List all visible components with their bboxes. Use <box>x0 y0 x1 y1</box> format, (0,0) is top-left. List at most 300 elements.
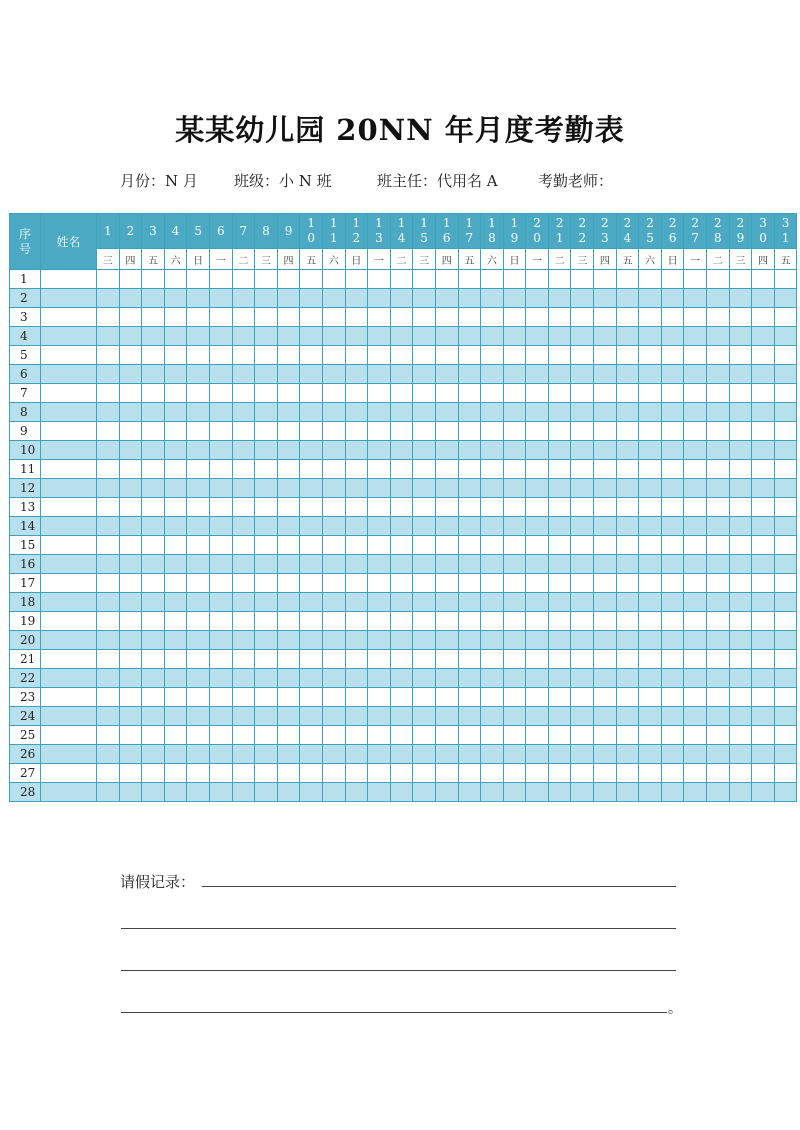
attendance-cell[interactable] <box>209 631 232 650</box>
attendance-cell[interactable] <box>481 441 504 460</box>
attendance-cell[interactable] <box>639 460 662 479</box>
attendance-cell[interactable] <box>164 460 187 479</box>
attendance-cell[interactable] <box>187 764 210 783</box>
attendance-cell[interactable] <box>209 498 232 517</box>
attendance-cell[interactable] <box>503 669 526 688</box>
attendance-cell[interactable] <box>639 707 662 726</box>
attendance-cell[interactable] <box>255 346 278 365</box>
attendance-cell[interactable] <box>390 764 413 783</box>
attendance-cell[interactable] <box>232 289 255 308</box>
attendance-cell[interactable] <box>639 270 662 289</box>
attendance-cell[interactable] <box>345 631 368 650</box>
attendance-cell[interactable] <box>661 479 684 498</box>
attendance-cell[interactable] <box>684 270 707 289</box>
attendance-cell[interactable] <box>345 498 368 517</box>
attendance-cell[interactable] <box>413 441 436 460</box>
attendance-cell[interactable] <box>97 403 120 422</box>
attendance-cell[interactable] <box>368 327 391 346</box>
attendance-cell[interactable] <box>300 783 323 802</box>
attendance-cell[interactable] <box>707 612 730 631</box>
attendance-cell[interactable] <box>390 346 413 365</box>
attendance-cell[interactable] <box>97 327 120 346</box>
attendance-cell[interactable] <box>232 745 255 764</box>
attendance-cell[interactable] <box>752 574 775 593</box>
attendance-cell[interactable] <box>503 745 526 764</box>
attendance-cell[interactable] <box>526 593 549 612</box>
attendance-cell[interactable] <box>232 327 255 346</box>
attendance-cell[interactable] <box>300 536 323 555</box>
attendance-cell[interactable] <box>187 289 210 308</box>
attendance-cell[interactable] <box>774 498 797 517</box>
attendance-cell[interactable] <box>232 422 255 441</box>
attendance-cell[interactable] <box>322 536 345 555</box>
attendance-cell[interactable] <box>322 783 345 802</box>
attendance-cell[interactable] <box>345 308 368 327</box>
attendance-cell[interactable] <box>119 783 142 802</box>
attendance-cell[interactable] <box>684 422 707 441</box>
attendance-cell[interactable] <box>752 479 775 498</box>
attendance-cell[interactable] <box>368 650 391 669</box>
attendance-cell[interactable] <box>458 536 481 555</box>
attendance-cell[interactable] <box>345 422 368 441</box>
attendance-cell[interactable] <box>729 479 752 498</box>
attendance-cell[interactable] <box>571 498 594 517</box>
attendance-cell[interactable] <box>232 308 255 327</box>
attendance-cell[interactable] <box>458 612 481 631</box>
attendance-cell[interactable] <box>390 612 413 631</box>
attendance-cell[interactable] <box>684 460 707 479</box>
attendance-cell[interactable] <box>300 726 323 745</box>
attendance-cell[interactable] <box>774 289 797 308</box>
attendance-cell[interactable] <box>368 574 391 593</box>
attendance-cell[interactable] <box>187 517 210 536</box>
attendance-cell[interactable] <box>164 707 187 726</box>
attendance-cell[interactable] <box>232 441 255 460</box>
attendance-cell[interactable] <box>97 574 120 593</box>
attendance-cell[interactable] <box>774 536 797 555</box>
attendance-cell[interactable] <box>142 365 165 384</box>
attendance-cell[interactable] <box>300 593 323 612</box>
attendance-cell[interactable] <box>142 612 165 631</box>
attendance-cell[interactable] <box>413 270 436 289</box>
attendance-cell[interactable] <box>526 517 549 536</box>
student-name-cell[interactable] <box>41 270 97 289</box>
attendance-cell[interactable] <box>661 783 684 802</box>
attendance-cell[interactable] <box>526 384 549 403</box>
attendance-cell[interactable] <box>187 441 210 460</box>
attendance-cell[interactable] <box>255 612 278 631</box>
attendance-cell[interactable] <box>774 783 797 802</box>
attendance-cell[interactable] <box>548 555 571 574</box>
attendance-cell[interactable] <box>458 441 481 460</box>
attendance-cell[interactable] <box>481 365 504 384</box>
attendance-cell[interactable] <box>526 764 549 783</box>
attendance-cell[interactable] <box>707 270 730 289</box>
attendance-cell[interactable] <box>345 365 368 384</box>
attendance-cell[interactable] <box>277 764 300 783</box>
attendance-cell[interactable] <box>481 422 504 441</box>
attendance-cell[interactable] <box>729 460 752 479</box>
attendance-cell[interactable] <box>368 555 391 574</box>
attendance-cell[interactable] <box>661 365 684 384</box>
attendance-cell[interactable] <box>548 498 571 517</box>
attendance-cell[interactable] <box>322 327 345 346</box>
attendance-cell[interactable] <box>526 441 549 460</box>
attendance-cell[interactable] <box>345 612 368 631</box>
attendance-cell[interactable] <box>164 631 187 650</box>
attendance-cell[interactable] <box>661 555 684 574</box>
attendance-cell[interactable] <box>413 479 436 498</box>
attendance-cell[interactable] <box>752 669 775 688</box>
attendance-cell[interactable] <box>684 289 707 308</box>
attendance-cell[interactable] <box>413 289 436 308</box>
attendance-cell[interactable] <box>209 346 232 365</box>
attendance-cell[interactable] <box>164 346 187 365</box>
attendance-cell[interactable] <box>707 327 730 346</box>
attendance-cell[interactable] <box>503 536 526 555</box>
attendance-cell[interactable] <box>322 270 345 289</box>
attendance-cell[interactable] <box>413 498 436 517</box>
leave-line-1[interactable] <box>202 886 676 887</box>
student-name-cell[interactable] <box>41 555 97 574</box>
attendance-cell[interactable] <box>571 289 594 308</box>
student-name-cell[interactable] <box>41 726 97 745</box>
attendance-cell[interactable] <box>164 441 187 460</box>
attendance-cell[interactable] <box>119 650 142 669</box>
attendance-cell[interactable] <box>390 327 413 346</box>
attendance-cell[interactable] <box>97 612 120 631</box>
attendance-cell[interactable] <box>164 612 187 631</box>
attendance-cell[interactable] <box>232 270 255 289</box>
attendance-cell[interactable] <box>277 593 300 612</box>
attendance-cell[interactable] <box>142 631 165 650</box>
attendance-cell[interactable] <box>616 555 639 574</box>
attendance-cell[interactable] <box>548 688 571 707</box>
attendance-cell[interactable] <box>300 441 323 460</box>
attendance-cell[interactable] <box>119 289 142 308</box>
attendance-cell[interactable] <box>255 688 278 707</box>
attendance-cell[interactable] <box>548 726 571 745</box>
attendance-cell[interactable] <box>232 479 255 498</box>
attendance-cell[interactable] <box>481 384 504 403</box>
attendance-cell[interactable] <box>435 517 458 536</box>
attendance-cell[interactable] <box>752 403 775 422</box>
attendance-cell[interactable] <box>413 555 436 574</box>
attendance-cell[interactable] <box>435 707 458 726</box>
attendance-cell[interactable] <box>571 631 594 650</box>
attendance-cell[interactable] <box>458 422 481 441</box>
attendance-cell[interactable] <box>616 384 639 403</box>
attendance-cell[interactable] <box>752 745 775 764</box>
attendance-cell[interactable] <box>639 403 662 422</box>
attendance-cell[interactable] <box>368 346 391 365</box>
attendance-cell[interactable] <box>526 669 549 688</box>
attendance-cell[interactable] <box>255 650 278 669</box>
attendance-cell[interactable] <box>458 745 481 764</box>
attendance-cell[interactable] <box>526 460 549 479</box>
attendance-cell[interactable] <box>390 707 413 726</box>
attendance-cell[interactable] <box>368 460 391 479</box>
attendance-cell[interactable] <box>345 460 368 479</box>
attendance-cell[interactable] <box>413 327 436 346</box>
attendance-cell[interactable] <box>594 783 617 802</box>
attendance-cell[interactable] <box>277 327 300 346</box>
attendance-cell[interactable] <box>639 783 662 802</box>
attendance-cell[interactable] <box>97 555 120 574</box>
attendance-cell[interactable] <box>481 612 504 631</box>
attendance-cell[interactable] <box>684 650 707 669</box>
attendance-cell[interactable] <box>119 308 142 327</box>
attendance-cell[interactable] <box>548 327 571 346</box>
attendance-cell[interactable] <box>277 631 300 650</box>
attendance-cell[interactable] <box>322 669 345 688</box>
attendance-cell[interactable] <box>526 365 549 384</box>
attendance-cell[interactable] <box>548 460 571 479</box>
attendance-cell[interactable] <box>481 289 504 308</box>
attendance-cell[interactable] <box>209 289 232 308</box>
attendance-cell[interactable] <box>277 669 300 688</box>
attendance-cell[interactable] <box>526 612 549 631</box>
attendance-cell[interactable] <box>616 593 639 612</box>
attendance-cell[interactable] <box>368 745 391 764</box>
attendance-cell[interactable] <box>503 422 526 441</box>
attendance-cell[interactable] <box>255 403 278 422</box>
attendance-cell[interactable] <box>119 593 142 612</box>
attendance-cell[interactable] <box>413 669 436 688</box>
attendance-cell[interactable] <box>413 745 436 764</box>
attendance-cell[interactable] <box>164 270 187 289</box>
attendance-cell[interactable] <box>616 726 639 745</box>
attendance-cell[interactable] <box>752 726 775 745</box>
attendance-cell[interactable] <box>616 346 639 365</box>
attendance-cell[interactable] <box>752 498 775 517</box>
attendance-cell[interactable] <box>707 574 730 593</box>
attendance-cell[interactable] <box>164 422 187 441</box>
attendance-cell[interactable] <box>232 574 255 593</box>
attendance-cell[interactable] <box>277 498 300 517</box>
attendance-cell[interactable] <box>548 308 571 327</box>
attendance-cell[interactable] <box>616 745 639 764</box>
attendance-cell[interactable] <box>616 289 639 308</box>
attendance-cell[interactable] <box>187 631 210 650</box>
attendance-cell[interactable] <box>97 726 120 745</box>
attendance-cell[interactable] <box>571 593 594 612</box>
attendance-cell[interactable] <box>707 631 730 650</box>
attendance-cell[interactable] <box>119 460 142 479</box>
attendance-cell[interactable] <box>774 688 797 707</box>
attendance-cell[interactable] <box>503 574 526 593</box>
attendance-cell[interactable] <box>729 403 752 422</box>
attendance-cell[interactable] <box>142 688 165 707</box>
attendance-cell[interactable] <box>616 498 639 517</box>
attendance-cell[interactable] <box>458 270 481 289</box>
attendance-cell[interactable] <box>390 574 413 593</box>
attendance-cell[interactable] <box>277 365 300 384</box>
attendance-cell[interactable] <box>345 555 368 574</box>
attendance-cell[interactable] <box>119 555 142 574</box>
attendance-cell[interactable] <box>368 536 391 555</box>
attendance-cell[interactable] <box>684 707 707 726</box>
attendance-cell[interactable] <box>616 327 639 346</box>
attendance-cell[interactable] <box>684 688 707 707</box>
attendance-cell[interactable] <box>232 783 255 802</box>
attendance-cell[interactable] <box>97 764 120 783</box>
attendance-cell[interactable] <box>142 289 165 308</box>
attendance-cell[interactable] <box>639 479 662 498</box>
attendance-cell[interactable] <box>277 688 300 707</box>
attendance-cell[interactable] <box>639 764 662 783</box>
student-name-cell[interactable] <box>41 384 97 403</box>
attendance-cell[interactable] <box>594 574 617 593</box>
attendance-cell[interactable] <box>661 270 684 289</box>
attendance-cell[interactable] <box>774 327 797 346</box>
attendance-cell[interactable] <box>639 365 662 384</box>
attendance-cell[interactable] <box>435 479 458 498</box>
attendance-cell[interactable] <box>164 365 187 384</box>
attendance-cell[interactable] <box>548 745 571 764</box>
attendance-cell[interactable] <box>209 745 232 764</box>
attendance-cell[interactable] <box>435 669 458 688</box>
attendance-cell[interactable] <box>300 517 323 536</box>
attendance-cell[interactable] <box>209 270 232 289</box>
attendance-cell[interactable] <box>232 536 255 555</box>
attendance-cell[interactable] <box>526 498 549 517</box>
attendance-cell[interactable] <box>503 327 526 346</box>
attendance-cell[interactable] <box>187 612 210 631</box>
attendance-cell[interactable] <box>503 783 526 802</box>
attendance-cell[interactable] <box>345 270 368 289</box>
attendance-cell[interactable] <box>97 650 120 669</box>
attendance-cell[interactable] <box>232 688 255 707</box>
attendance-cell[interactable] <box>616 707 639 726</box>
student-name-cell[interactable] <box>41 517 97 536</box>
attendance-cell[interactable] <box>255 631 278 650</box>
attendance-cell[interactable] <box>300 688 323 707</box>
attendance-cell[interactable] <box>119 517 142 536</box>
attendance-cell[interactable] <box>639 726 662 745</box>
attendance-cell[interactable] <box>774 612 797 631</box>
attendance-cell[interactable] <box>616 536 639 555</box>
attendance-cell[interactable] <box>300 669 323 688</box>
attendance-cell[interactable] <box>639 289 662 308</box>
attendance-cell[interactable] <box>255 422 278 441</box>
attendance-cell[interactable] <box>255 327 278 346</box>
attendance-cell[interactable] <box>187 745 210 764</box>
attendance-cell[interactable] <box>548 403 571 422</box>
attendance-cell[interactable] <box>277 346 300 365</box>
attendance-cell[interactable] <box>616 631 639 650</box>
attendance-cell[interactable] <box>729 498 752 517</box>
attendance-cell[interactable] <box>729 650 752 669</box>
attendance-cell[interactable] <box>97 631 120 650</box>
attendance-cell[interactable] <box>97 365 120 384</box>
attendance-cell[interactable] <box>187 669 210 688</box>
attendance-cell[interactable] <box>119 270 142 289</box>
attendance-cell[interactable] <box>142 441 165 460</box>
attendance-cell[interactable] <box>255 574 278 593</box>
attendance-cell[interactable] <box>97 460 120 479</box>
attendance-cell[interactable] <box>322 555 345 574</box>
attendance-cell[interactable] <box>526 346 549 365</box>
attendance-cell[interactable] <box>209 574 232 593</box>
attendance-cell[interactable] <box>661 308 684 327</box>
attendance-cell[interactable] <box>571 783 594 802</box>
student-name-cell[interactable] <box>41 403 97 422</box>
attendance-cell[interactable] <box>503 555 526 574</box>
attendance-cell[interactable] <box>594 688 617 707</box>
attendance-cell[interactable] <box>390 783 413 802</box>
attendance-cell[interactable] <box>661 707 684 726</box>
attendance-cell[interactable] <box>548 669 571 688</box>
attendance-cell[interactable] <box>277 270 300 289</box>
attendance-cell[interactable] <box>142 422 165 441</box>
attendance-cell[interactable] <box>707 669 730 688</box>
attendance-cell[interactable] <box>119 536 142 555</box>
attendance-cell[interactable] <box>548 517 571 536</box>
attendance-cell[interactable] <box>390 479 413 498</box>
attendance-cell[interactable] <box>322 517 345 536</box>
attendance-cell[interactable] <box>345 745 368 764</box>
student-name-cell[interactable] <box>41 441 97 460</box>
attendance-cell[interactable] <box>639 308 662 327</box>
attendance-cell[interactable] <box>345 764 368 783</box>
attendance-cell[interactable] <box>300 764 323 783</box>
student-name-cell[interactable] <box>41 346 97 365</box>
attendance-cell[interactable] <box>119 745 142 764</box>
attendance-cell[interactable] <box>142 669 165 688</box>
attendance-cell[interactable] <box>255 555 278 574</box>
attendance-cell[interactable] <box>639 517 662 536</box>
attendance-cell[interactable] <box>526 403 549 422</box>
attendance-cell[interactable] <box>594 726 617 745</box>
attendance-cell[interactable] <box>481 479 504 498</box>
attendance-cell[interactable] <box>255 536 278 555</box>
attendance-cell[interactable] <box>661 612 684 631</box>
attendance-cell[interactable] <box>390 384 413 403</box>
attendance-cell[interactable] <box>119 479 142 498</box>
attendance-cell[interactable] <box>119 574 142 593</box>
attendance-cell[interactable] <box>277 707 300 726</box>
attendance-cell[interactable] <box>774 631 797 650</box>
attendance-cell[interactable] <box>526 422 549 441</box>
attendance-cell[interactable] <box>300 555 323 574</box>
attendance-cell[interactable] <box>503 498 526 517</box>
attendance-cell[interactable] <box>142 707 165 726</box>
attendance-cell[interactable] <box>390 593 413 612</box>
attendance-cell[interactable] <box>119 688 142 707</box>
attendance-cell[interactable] <box>368 783 391 802</box>
student-name-cell[interactable] <box>41 631 97 650</box>
attendance-cell[interactable] <box>413 384 436 403</box>
attendance-cell[interactable] <box>390 460 413 479</box>
attendance-cell[interactable] <box>435 403 458 422</box>
attendance-cell[interactable] <box>752 441 775 460</box>
attendance-cell[interactable] <box>594 707 617 726</box>
attendance-cell[interactable] <box>277 536 300 555</box>
attendance-cell[interactable] <box>774 365 797 384</box>
attendance-cell[interactable] <box>752 422 775 441</box>
attendance-cell[interactable] <box>322 726 345 745</box>
attendance-cell[interactable] <box>548 479 571 498</box>
attendance-cell[interactable] <box>684 498 707 517</box>
attendance-cell[interactable] <box>209 669 232 688</box>
attendance-cell[interactable] <box>390 422 413 441</box>
attendance-cell[interactable] <box>322 612 345 631</box>
attendance-cell[interactable] <box>684 346 707 365</box>
attendance-cell[interactable] <box>661 574 684 593</box>
attendance-cell[interactable] <box>435 365 458 384</box>
attendance-cell[interactable] <box>752 270 775 289</box>
